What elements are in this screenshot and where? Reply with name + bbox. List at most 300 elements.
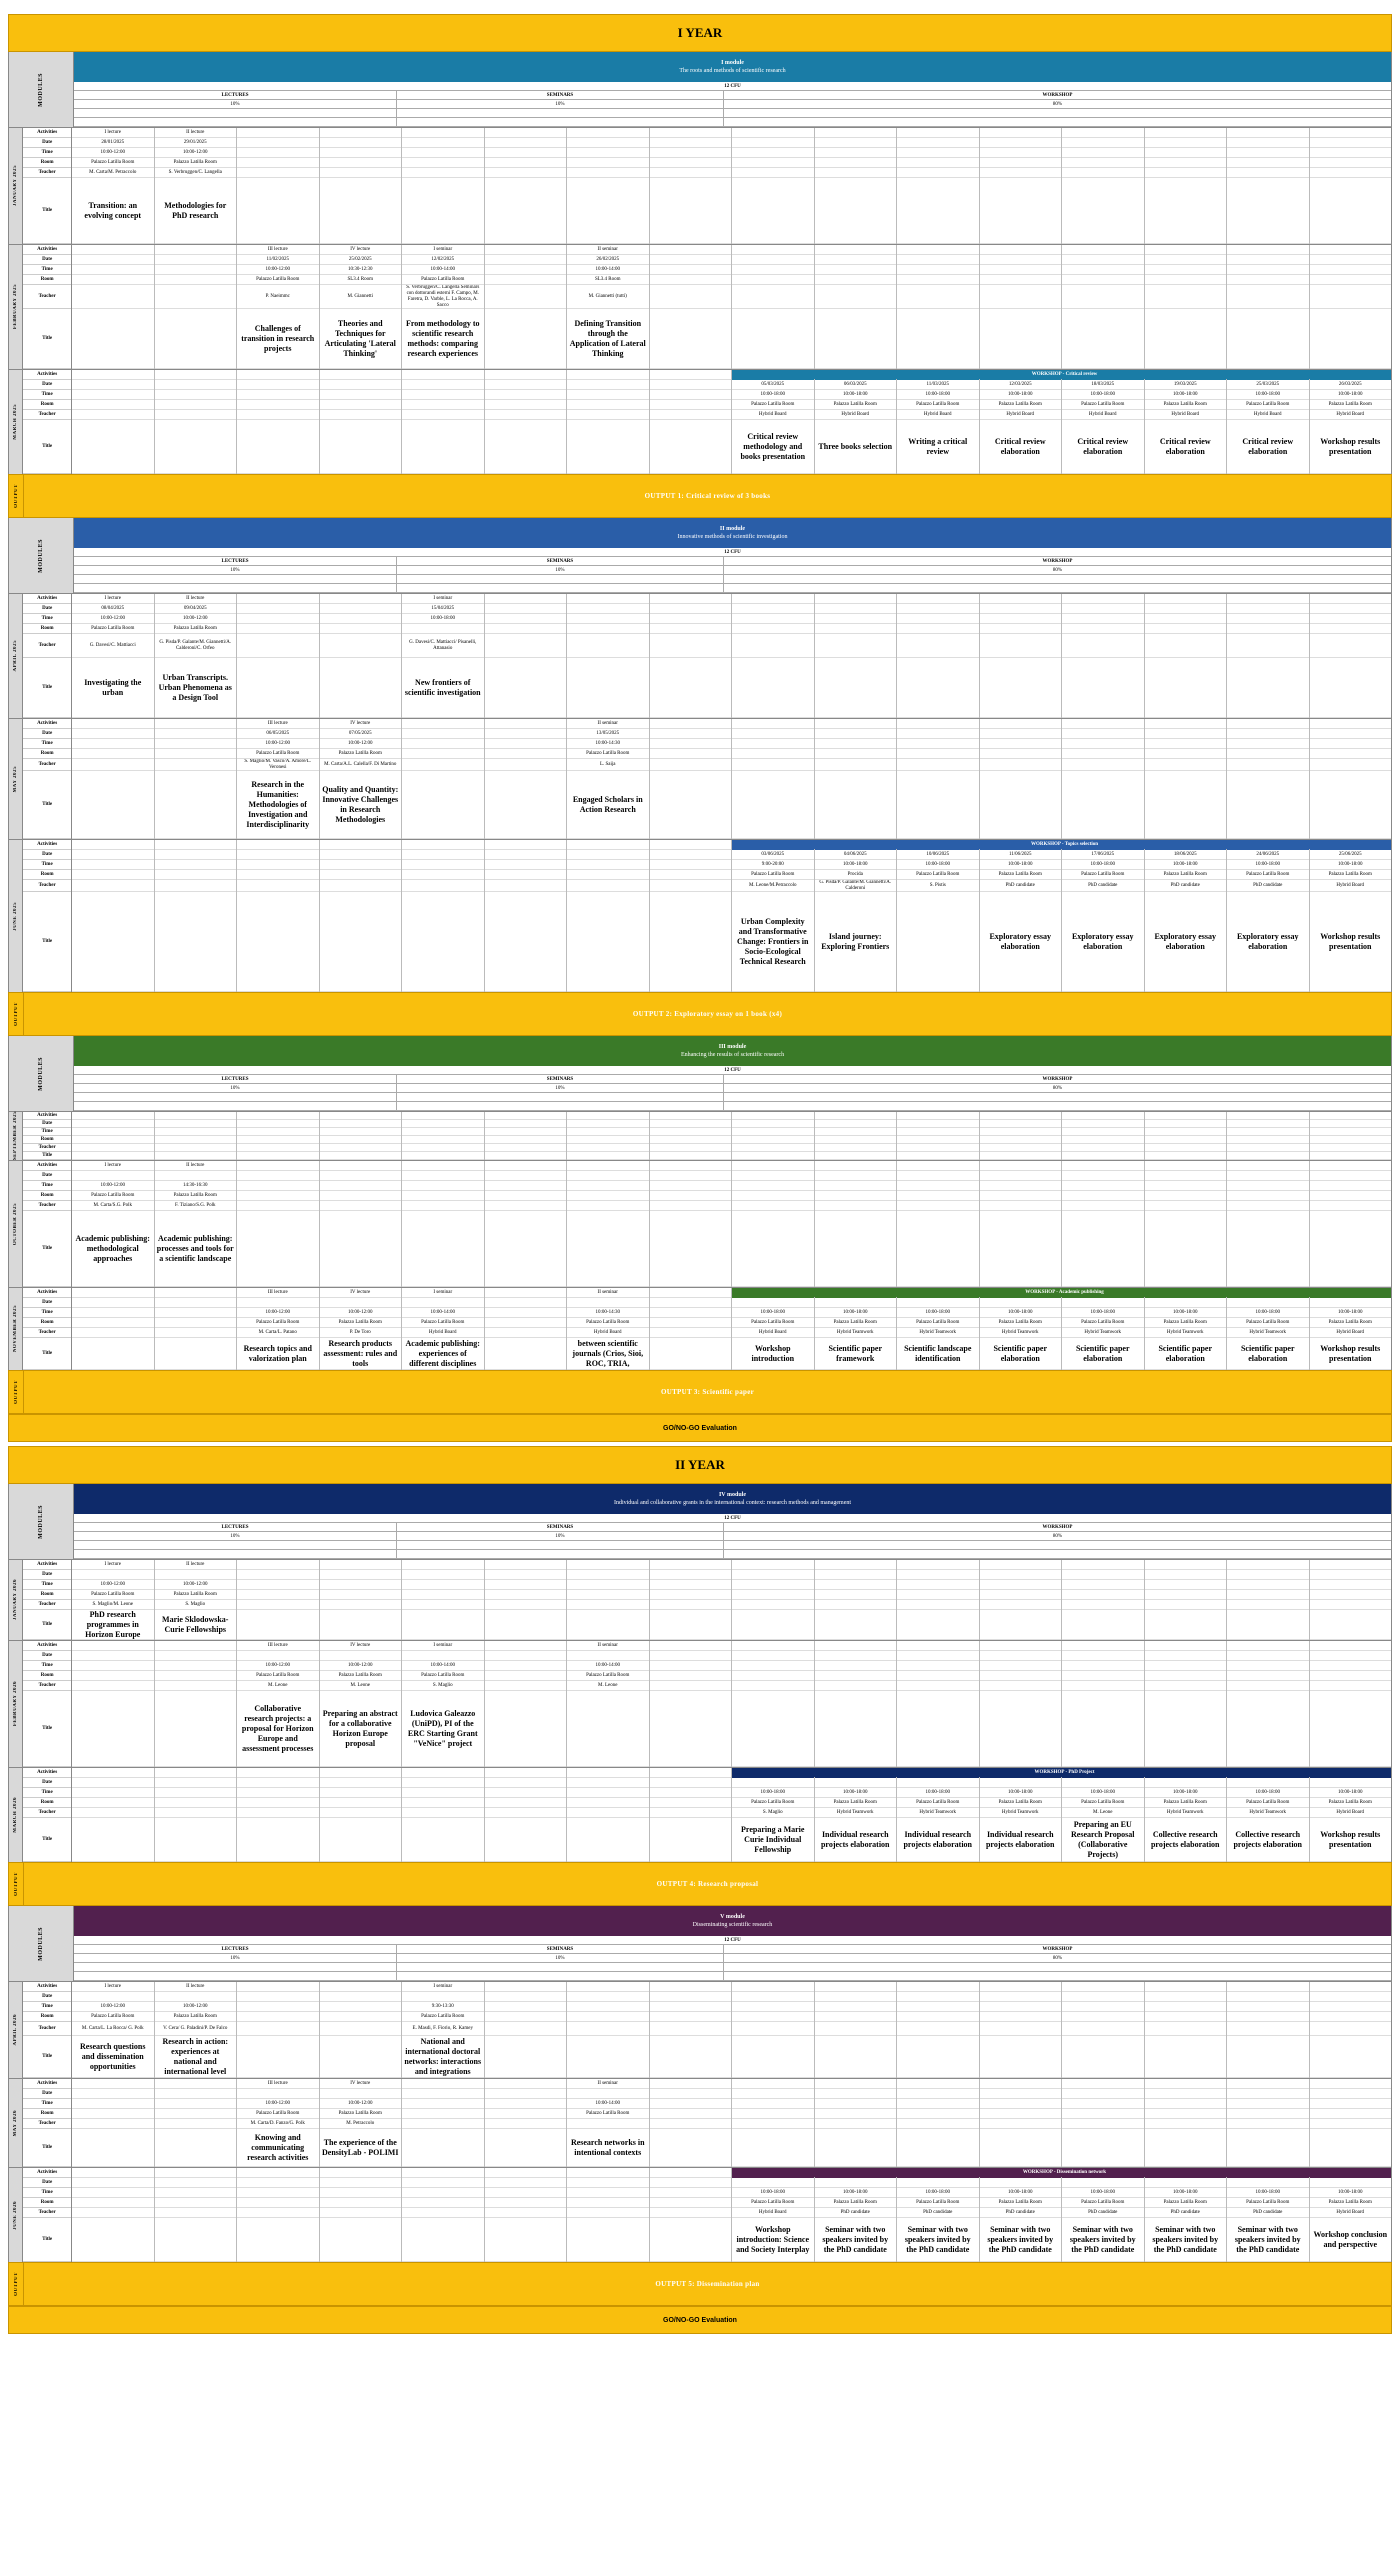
schedule-cell (815, 285, 897, 309)
schedule-cell (980, 1560, 1062, 1570)
schedule-cell (1310, 1600, 1392, 1610)
schedule-cell (402, 285, 484, 309)
row-label-date: Date (23, 1298, 71, 1308)
schedule-cell (567, 658, 649, 718)
schedule-cell (732, 2089, 814, 2099)
schedule-cell (1310, 2002, 1392, 2012)
schedule-column (1227, 1161, 1310, 1287)
schedule-cell (732, 1144, 814, 1152)
module-band (74, 1484, 1391, 1514)
schedule-cell (732, 1161, 814, 1171)
schedule-cell (1227, 2079, 1309, 2089)
schedule-cell (485, 1120, 567, 1128)
schedule-column (1062, 1161, 1145, 1287)
schedule-cell (485, 1661, 567, 1671)
session-title: Critical review elaboration (1159, 436, 1211, 456)
schedule-cell (567, 168, 649, 178)
schedule-cell (1310, 380, 1392, 390)
schedule-cell (320, 2168, 402, 2178)
session-title: Exploratory essay elaboration (1236, 931, 1299, 951)
schedule-cell (1227, 594, 1309, 604)
schedule-cell (320, 2188, 402, 2198)
schedule-cell (815, 1191, 897, 1201)
schedule-cell (650, 892, 732, 992)
schedule-cell (897, 892, 979, 992)
schedule-cell (897, 1112, 979, 1120)
schedule-cell (155, 771, 237, 839)
schedule-cell (155, 400, 237, 410)
month-label (9, 1161, 23, 1287)
schedule-cell (155, 2022, 237, 2036)
schedule-cell (980, 390, 1062, 400)
session-title: Workshop results presentation (1320, 931, 1381, 951)
schedule-cell (1310, 2089, 1392, 2099)
schedule-cell (815, 2129, 897, 2167)
schedule-cell (1310, 1328, 1392, 1338)
schedule-cell (1062, 1171, 1144, 1181)
schedule-column (485, 1560, 568, 1640)
schedule-cell (1062, 1661, 1144, 1671)
session-detail: IV lecture (350, 246, 371, 252)
schedule-cell (320, 1191, 402, 1201)
schedule-cell (402, 1560, 484, 1570)
schedule-cell (1227, 1338, 1309, 1370)
row-label-room: Room (23, 158, 71, 168)
schedule-cell (1145, 1128, 1227, 1136)
schedule-cell (320, 1788, 402, 1798)
schedule-column (485, 594, 568, 718)
schedule-cell (237, 1128, 319, 1136)
schedule-cell (402, 2168, 484, 2178)
session-detail: P. De Toro (349, 1329, 371, 1335)
session-detail: Hybrid Board (758, 411, 787, 417)
seminars-header: SEMINARS (397, 91, 724, 99)
session-detail: Palazzo Latilla Room (91, 2013, 135, 2019)
schedule-cell (567, 840, 649, 850)
schedule-cell (402, 2012, 484, 2022)
schedule-cell (155, 1201, 237, 1211)
schedule-cell (72, 1161, 154, 1171)
schedule-cell (1310, 2178, 1392, 2188)
schedule-column (980, 1112, 1063, 1160)
schedule-cell (485, 771, 567, 839)
schedule-cell (1227, 2129, 1309, 2167)
seminars-share: 10% (397, 100, 724, 108)
schedule-cell (485, 2188, 567, 2198)
session-detail: Palazzo Latilla Room (1328, 1799, 1372, 1805)
schedule-cell (72, 850, 154, 860)
schedule-cell (485, 759, 567, 771)
schedule-cell (320, 1982, 402, 1992)
schedule-cell (485, 1590, 567, 1600)
schedule-cell (897, 634, 979, 658)
schedule-cell (980, 634, 1062, 658)
seminars-header: SEMINARS (397, 1523, 724, 1531)
schedule-cell (485, 1191, 567, 1201)
schedule-cell (237, 1161, 319, 1171)
schedule-column (320, 719, 403, 839)
schedule-cell (732, 1641, 814, 1651)
schedule-cell (485, 1982, 567, 1992)
schedule-cell (1310, 1671, 1392, 1681)
schedule-cell (320, 2218, 402, 2262)
schedule-cell (1145, 1201, 1227, 1211)
schedule-cell (732, 1661, 814, 1671)
schedule-cell (1310, 1161, 1392, 1171)
schedule-cell (155, 1768, 237, 1778)
schedule-cell (402, 1681, 484, 1691)
modules-side-label (9, 1036, 74, 1111)
schedule-cell (567, 2119, 649, 2129)
schedule-cell (1227, 1136, 1309, 1144)
schedule-cell (320, 255, 402, 265)
month-block (8, 369, 1392, 474)
session-detail: S. Maglio/M. Vasco/A. Amore/L. Veronesi (244, 759, 312, 770)
schedule-column (320, 1560, 403, 1640)
schedule-cell (815, 1671, 897, 1681)
schedule-cell (237, 729, 319, 739)
session-detail: 06/05/2025 (266, 730, 290, 736)
schedule-column (320, 840, 403, 992)
schedule-column (402, 1982, 485, 2078)
schedule-cell (1227, 2002, 1309, 2012)
schedule-cell (320, 840, 402, 850)
session-detail: 10:00-12:00 (100, 615, 125, 621)
module-number: III module (718, 1044, 747, 1050)
schedule-cell (155, 614, 237, 624)
schedule-cell (155, 892, 237, 992)
schedule-cell (980, 1211, 1062, 1287)
schedule-cell (485, 2002, 567, 2012)
schedule-cell (567, 420, 649, 474)
session-detail: M. Giannetti (347, 293, 374, 299)
schedule-cell (1227, 168, 1309, 178)
schedule-cell (72, 1191, 154, 1201)
schedule-cell (1145, 1778, 1227, 1788)
row-label-date: Date (23, 255, 71, 265)
schedule-cell (1310, 1308, 1392, 1318)
month-block (8, 1640, 1392, 1767)
schedule-column (155, 1288, 238, 1370)
schedule-cell (897, 1808, 979, 1818)
session-detail: 10:00-18:00 (1008, 1789, 1033, 1795)
month-block (8, 127, 1392, 244)
schedule-cell (650, 158, 732, 168)
schedule-column (485, 840, 568, 992)
schedule-cell (815, 1120, 897, 1128)
session-title: From methodology to scientific research methods: comparing research experiences (405, 318, 480, 358)
session-detail: Palazzo Latilla Room (1163, 1799, 1207, 1805)
schedule-cell (815, 2012, 897, 2022)
session-detail: M. Carta/D. Fanzo/G. Polk (250, 2120, 305, 2126)
session-detail: II seminar (597, 246, 618, 252)
session-detail: Palazzo Latilla Room (256, 276, 300, 282)
schedule-cell (1310, 1808, 1392, 1818)
session-title: Workshop results presentation (1320, 436, 1381, 456)
schedule-cell (320, 285, 402, 309)
schedule-cell (485, 390, 567, 400)
schedule-cell (650, 1570, 732, 1580)
schedule-cell (1227, 759, 1309, 771)
schedule-column (72, 2079, 155, 2167)
schedule-cell (650, 1328, 732, 1338)
schedule-cell (1062, 2198, 1144, 2208)
row-label-date: Date (23, 1992, 71, 2002)
schedule-cell (402, 840, 484, 850)
schedule-cell (155, 2036, 237, 2078)
schedule-cell (237, 1808, 319, 1818)
row-label-date: Date (23, 2178, 71, 2188)
session-detail: 10:00-12:00 (265, 1309, 290, 1315)
lectures-header: LECTURES (74, 91, 397, 99)
schedule-cell (320, 759, 402, 771)
schedule-cell (485, 1201, 567, 1211)
schedule-cell (237, 1120, 319, 1128)
session-detail: 10:00-12:00 (183, 149, 208, 155)
schedule-cell (402, 604, 484, 614)
schedule-cell (732, 771, 814, 839)
schedule-column (1310, 2079, 1392, 2167)
session-detail: II lecture (186, 129, 205, 135)
schedule-cell (650, 729, 732, 739)
schedule-cell (1145, 880, 1227, 892)
session-detail: Palazzo Latilla Room (916, 1319, 960, 1325)
schedule-cell (980, 1778, 1062, 1788)
schedule-cell (650, 719, 732, 729)
module-subtitle: The roots and methods of scientific research (679, 68, 786, 74)
schedule-cell (650, 1651, 732, 1661)
schedule-cell (155, 245, 237, 255)
schedule-cell (1310, 309, 1392, 369)
schedule-column (732, 128, 815, 244)
schedule-column (237, 370, 320, 474)
schedule-column (237, 1982, 320, 2078)
schedule-column (1310, 370, 1392, 474)
schedule-cell (320, 594, 402, 604)
schedule-cell (1227, 1120, 1309, 1128)
schedule-cell (1310, 892, 1392, 992)
schedule-cell (485, 275, 567, 285)
schedule-cell (485, 168, 567, 178)
schedule-cell (980, 1691, 1062, 1767)
schedule-cell (897, 2012, 979, 2022)
schedule-column (815, 1560, 898, 1640)
session-detail: 06/03/2025 (843, 381, 867, 387)
schedule-cell (732, 400, 814, 410)
schedule-column (72, 840, 155, 992)
schedule-cell (815, 2109, 897, 2119)
session-detail: 18/06/2025 (1173, 851, 1197, 857)
schedule-cell (237, 390, 319, 400)
schedule-cell (485, 1691, 567, 1767)
schedule-cell (72, 1181, 154, 1191)
schedule-column (1310, 2168, 1392, 2262)
row-label-title: Title (23, 1211, 71, 1287)
schedule-column (815, 1161, 898, 1287)
schedule-cell (980, 380, 1062, 390)
schedule-cell (1062, 2188, 1144, 2198)
schedule-cell (815, 729, 897, 739)
schedule-cell (237, 1136, 319, 1144)
schedule-cell (897, 880, 979, 892)
module-subtitle: Individual and collaborative grants in the international context: research methods and management (613, 1500, 852, 1506)
session-detail: Palazzo Latilla Room (998, 871, 1042, 877)
schedule-cell (650, 128, 732, 138)
row-label-title: Title (23, 1818, 71, 1862)
schedule-cell (155, 1580, 237, 1590)
session-detail: F. Tiziano/S.G. Polk (174, 1202, 216, 1208)
schedule-cell (237, 1570, 319, 1580)
schedule-column (1310, 1161, 1392, 1287)
schedule-cell (320, 128, 402, 138)
schedule-cell (815, 2198, 897, 2208)
schedule-cell (237, 2129, 319, 2167)
schedule-cell (155, 1661, 237, 1671)
schedule-cell (980, 594, 1062, 604)
schedule-cell (1227, 2198, 1309, 2208)
schedule-cell (1227, 420, 1309, 474)
schedule-cell (567, 1298, 649, 1308)
schedule-cell (897, 420, 979, 474)
schedule-cell (567, 1171, 649, 1181)
schedule-cell (815, 719, 897, 729)
session-detail: 10:00-18:00 (1008, 861, 1033, 867)
session-detail: II seminar (597, 720, 618, 726)
schedule-cell (320, 1152, 402, 1160)
schedule-column (155, 1560, 238, 1640)
schedule-cell (485, 2178, 567, 2188)
schedule-column (980, 2079, 1063, 2167)
schedule-cell (1145, 1211, 1227, 1287)
schedule-cell (980, 2208, 1062, 2218)
schedule-cell (815, 1128, 897, 1136)
schedule-column (567, 1982, 650, 2078)
schedule-cell (155, 860, 237, 870)
output-bar (8, 992, 1392, 1036)
schedule-cell (320, 275, 402, 285)
session-title: Exploratory essay elaboration (1071, 931, 1134, 951)
schedule-cell (815, 390, 897, 400)
schedule-cell (567, 1818, 649, 1862)
schedule-cell (650, 380, 732, 390)
schedule-cell (1145, 719, 1227, 729)
schedule-cell (980, 759, 1062, 771)
schedule-cell (815, 850, 897, 860)
schedule-cell (155, 1211, 237, 1287)
schedule-column (1227, 245, 1310, 369)
schedule-cell (402, 1982, 484, 1992)
month-label (9, 2168, 23, 2262)
schedule-cell (732, 1298, 814, 1308)
session-detail: IV lecture (350, 2080, 371, 2086)
schedule-cell (320, 2099, 402, 2109)
schedule-cell (650, 2099, 732, 2109)
schedule-cell (897, 1211, 979, 1287)
schedule-cell (897, 2089, 979, 2099)
schedule-cell (650, 1338, 732, 1370)
schedule-cell (485, 892, 567, 992)
schedule-cell (402, 148, 484, 158)
month-name: JUNE 2025 (13, 901, 19, 931)
schedule-cell (402, 1171, 484, 1181)
schedule-cell (567, 2178, 649, 2188)
schedule-cell (980, 2198, 1062, 2208)
schedule-cell (485, 614, 567, 624)
schedule-cell (485, 2218, 567, 2262)
schedule-column (732, 594, 815, 718)
session-title: Scientific paper elaboration (993, 1343, 1048, 1363)
schedule-cell (1145, 2036, 1227, 2078)
session-detail: Hybrid Board (1253, 411, 1282, 417)
schedule-cell (567, 1338, 649, 1370)
month-label (9, 840, 23, 992)
schedule-cell (72, 285, 154, 309)
schedule-cell (732, 1691, 814, 1767)
modules-side-label (9, 52, 74, 127)
schedule-cell (1062, 1992, 1144, 2002)
session-detail: III lecture (267, 246, 288, 252)
schedule-cell (485, 2198, 567, 2208)
schedule-cell (1310, 759, 1392, 771)
schedule-cell (237, 285, 319, 309)
schedule-cell (567, 880, 649, 892)
schedule-column (1145, 128, 1228, 244)
schedule-cell (650, 1308, 732, 1318)
schedule-cell (237, 158, 319, 168)
session-detail: Palazzo Latilla Room (751, 1319, 795, 1325)
schedule-cell (650, 1661, 732, 1671)
schedule-cell (650, 1590, 732, 1600)
schedule-cell (1062, 614, 1144, 624)
schedule-cell (1145, 2079, 1227, 2089)
schedule-cell (320, 1318, 402, 1328)
schedule-cell (1145, 2002, 1227, 2012)
row-label-time: Time (23, 1128, 71, 1136)
schedule-cell (402, 2079, 484, 2089)
schedule-cell (1310, 2188, 1392, 2198)
session-detail: Palazzo Latilla Room (1163, 2199, 1207, 2205)
session-title: Seminar with two speakers invited by the PhD candidate (1234, 2224, 1301, 2254)
schedule-cell (897, 285, 979, 309)
session-detail: PhD candidate (1253, 882, 1283, 888)
schedule-cell (650, 390, 732, 400)
row-label-title: Title (23, 2036, 71, 2078)
schedule-cell (650, 749, 732, 759)
schedule-cell (72, 1982, 154, 1992)
schedule-cell (567, 2129, 649, 2167)
schedule-cell (485, 1211, 567, 1287)
schedule-cell (485, 2168, 567, 2178)
schedule-cell (1145, 410, 1227, 420)
row-label-date: Date (23, 850, 71, 860)
schedule-cell (237, 1768, 319, 1778)
schedule-column (650, 128, 733, 244)
session-detail: Palazzo Latilla Room (751, 871, 795, 877)
schedule-cell (980, 1982, 1062, 1992)
schedule-cell (155, 634, 237, 658)
schedule-cell (485, 370, 567, 380)
session-detail: Palazzo Latilla Room (586, 750, 630, 756)
session-detail: Hybrid Board (758, 1329, 787, 1335)
schedule-cell (402, 1798, 484, 1808)
schedule-cell (732, 178, 814, 244)
session-title: Marie Sklodowska-Curie Fellowships (162, 1614, 229, 1634)
schedule-cell (72, 1298, 154, 1308)
schedule-cell (980, 771, 1062, 839)
schedule-column (897, 1288, 980, 1370)
schedule-cell (1310, 870, 1392, 880)
session-title: Workshop introduction (751, 1343, 795, 1363)
